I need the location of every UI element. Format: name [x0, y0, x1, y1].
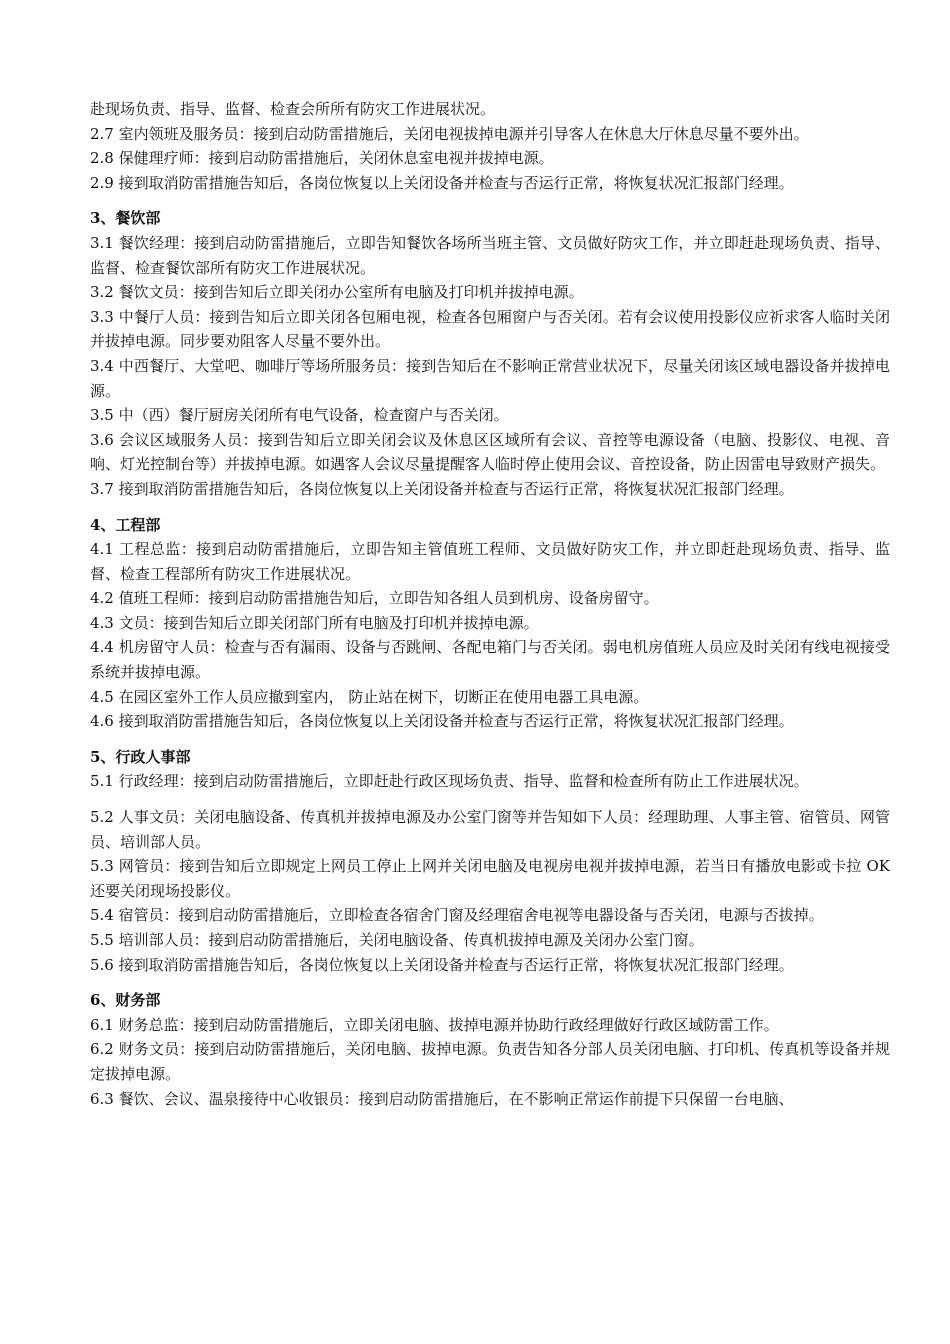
paragraph: 3.1 餐饮经理：接到启动防雷措施后，立即告知餐饮各场所当班主管、文员做好防灾工作，并立即赶赴现场负责、指导、监督、检查餐饮部所有防灾工作进展状况。: [90, 233, 890, 277]
paragraph: 2.9 接到取消防雷措施告知后，各岗位恢复以上关闭设备并检查与否运行正常，将恢复状况汇报部门经理。: [90, 173, 794, 192]
paragraph: 3.5 中（西）餐厅厨房关闭所有电气设备，检查窗户与否关闭。: [90, 406, 509, 425]
paragraph: 6.1 财务总监：接到启动防雷措施后，立即关闭电脑、拔掉电源并协助行政经理做好行政区域防雷工作。: [90, 1015, 779, 1034]
paragraph: 4.6 接到取消防雷措施告知后，各岗位恢复以上关闭设备并检查与否运行正常，将恢复状况汇报部门经理。: [90, 712, 794, 731]
paragraph: 4.2 值班工程师：接到启动防雷措施告知后，立即告知各组人员到机房、设备房留守。: [90, 589, 659, 608]
paragraph: 4.4 机房留守人员：检查与否有漏雨、设备与否跳闸、各配电箱门与否关闭。弱电机房值班人员应及时关闭有线电视接受系统并拔掉电源。: [90, 638, 890, 682]
paragraph: 4.3 文员：接到告知后立即关闭部门所有电脑及打印机并拔掉电源。: [90, 613, 539, 632]
paragraph: 5.4 宿管员：接到启动防雷措施后，立即检查各宿舍门窗及经理宿舍电视等电器设备与否关闭，电源与否拔掉。: [90, 906, 824, 925]
paragraph: 5.1 行政经理：接到启动防雷措施后，立即赶赴行政区现场负责、指导、监督和检查所有防止工作进展状况。: [90, 772, 809, 791]
paragraph: 6.2 财务文员：接到启动防雷措施后，关闭电脑、拔掉电源。负责告知各分部人员关闭电脑、打印机、传真机等设备并规定拔掉电源。: [90, 1040, 890, 1083]
paragraph: 3.3 中餐厅人员：接到告知后立即关闭各包厢电视，检查各包厢窗户与否关闭。若有会议使用投影仪应祈求客人临时关闭并拔掉电源。同步要劝阻客人尽量不要外出。: [90, 307, 890, 351]
paragraph: 3.4 中西餐厅、大堂吧、咖啡厅等场所服务员：接到告知后在不影响正常营业状况下，尽量关闭该区域电器设备并拔掉电源。: [90, 356, 890, 400]
paragraph: 2.8 保健理疗师：接到启动防雷措施后，关闭休息室电视并拔掉电源。: [90, 149, 554, 168]
paragraph: 5.6 接到取消防雷措施告知后，各岗位恢复以上关闭设备并检查与否运行正常，将恢复状况汇报部门经理。: [90, 955, 794, 974]
paragraph: 3.7 接到取消防雷措施告知后，各岗位恢复以上关闭设备并检查与否运行正常，将恢复状况汇报部门经理。: [90, 479, 794, 498]
section-heading: 6、财务部: [90, 991, 161, 1010]
section-heading: 5、行政人事部: [90, 747, 191, 766]
paragraph: 5.5 培训部人员：接到启动防雷措施后，关闭电脑设备、传真机拔掉电源及关闭办公室门窗。: [90, 931, 704, 949]
section-heading: 4、工程部: [90, 515, 161, 534]
paragraph: 5.2 人事文员：关闭电脑设备、传真机并拔掉电源及办公室门窗等并告知如下人员：经理助理、人事主管、宿管员、网管员、培训部人员。: [90, 808, 890, 851]
paragraph: 3.6 会议区域服务人员：接到告知后立即关闭会议及休息区区域所有会议、音控等电源设备（电脑、投影仪、电视、音响、灯光控制台等）并拔掉电源。如遇客人会议尽量提醒客人临时停止使用会议、音控设备，防止因雷电导致财产损失。: [90, 430, 890, 474]
paragraph: 3.2 餐饮文员：接到告知后立即关闭办公室所有电脑及打印机并拔掉电源。: [90, 283, 584, 302]
paragraph: 5.3 网管员：接到告知后立即规定上网员工停止上网并关闭电脑及电视房电视并拔掉电源，若当日有播放电影或卡拉 OK 还要关闭现场投影仪。: [90, 857, 890, 900]
section-heading: 3、餐饮部: [90, 209, 161, 228]
paragraph: 6.3 餐饮、会议、温泉接待中心收银员：接到启动防雷措施后，在不影响正常运作前提下只保留一台电脑、: [90, 1089, 794, 1108]
paragraph: 4.1 工程总监：接到启动防雷措施后，立即告知主管值班工程师、文员做好防灾工作，并立即赶赴现场负责、指导、监督、检查工程部所有防灾工作进展状况。: [90, 540, 890, 583]
paragraph: 4.5 在园区室外工作人员应撤到室内， 防止站在树下，切断正在使用电器工具电源。: [90, 687, 649, 706]
paragraph: 2.7 室内领班及服务员：接到启动防雷措施后，关闭电视拔掉电源并引导客人在休息大厅休息尽量不要外出。: [90, 124, 809, 143]
paragraph: 赴现场负责、指导、监督、检查会所所有防灾工作进展状况。: [90, 100, 496, 118]
